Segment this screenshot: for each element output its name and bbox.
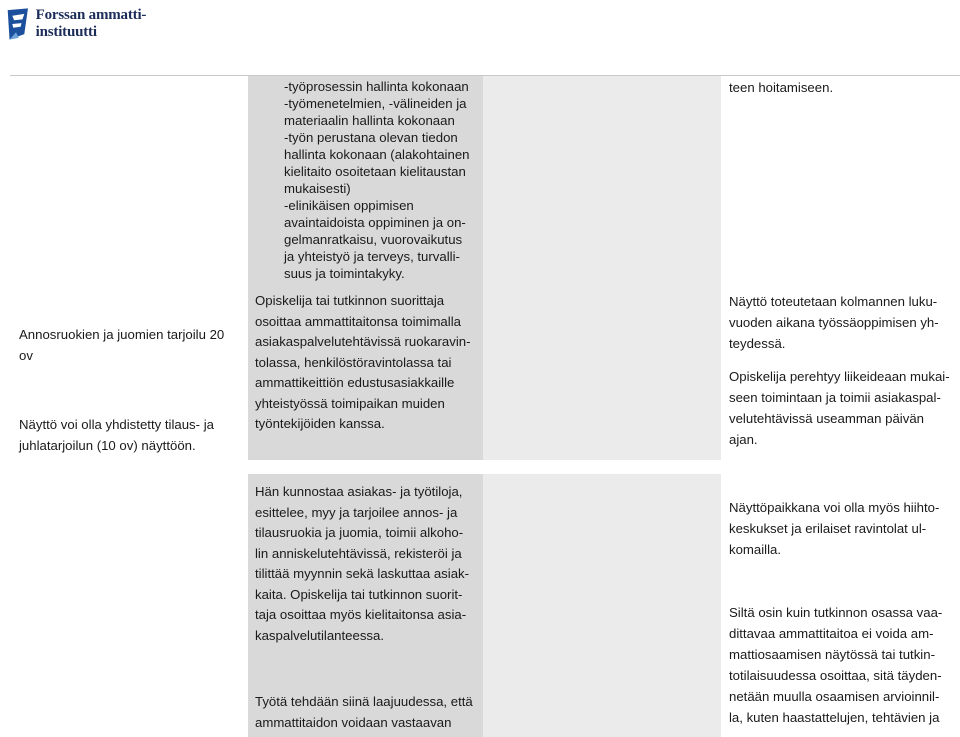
- text-line: keskukset ja erilaiset ravintolat ul-: [729, 521, 927, 536]
- text-line: taja osoittaa myös kielitaitonsa asia-: [255, 607, 467, 622]
- text-line: komailla.: [729, 542, 782, 557]
- text-line: Näyttöpaikkana voi olla myös hiihto-: [729, 500, 940, 515]
- continued-text: [729, 79, 833, 96]
- text-line: -työn perustana olevan tiedon: [284, 130, 458, 145]
- text-line: materiaalin hallinta kokonaan: [284, 113, 455, 128]
- text-line: ov: [19, 348, 33, 363]
- text-line: yhteistyössä toimipaikan muiden: [255, 395, 445, 411]
- text-line: -elinikäisen oppimisen: [284, 198, 414, 213]
- text-line: suus ja toimintakyky.: [284, 266, 405, 281]
- text-line: työntekijöiden kanssa.: [255, 416, 385, 431]
- text-line: osoittaa ammattitaitonsa toimimalla: [255, 313, 461, 329]
- demonstration-paragraph: [255, 291, 471, 435]
- text-line: Näyttö toteutetaan kolmannen luku-: [729, 294, 938, 309]
- orientation-paragraph: [729, 366, 950, 450]
- text-line: mattiosaamisen näytössä tai tutkin-: [729, 647, 935, 662]
- text-line: Näyttö voi olla yhdistetty tilaus- ja: [19, 417, 214, 432]
- text-line: lin anniskelutehtävissä, rekisteröi ja: [255, 545, 462, 561]
- text-line: ajan.: [729, 432, 758, 447]
- text-line: avaintaidoista oppiminen ja on-: [284, 215, 466, 230]
- text-line: Opiskelija perehtyy liikeideaan mukai-: [729, 369, 950, 384]
- text-line: teydessä.: [729, 336, 786, 351]
- text-line: mukaisesti): [284, 181, 351, 196]
- supplement-paragraph: [729, 602, 942, 728]
- logo-icon: [4, 5, 32, 43]
- row1-col1: [10, 76, 248, 460]
- text-line: velutehtävissä useamman päivän: [729, 411, 924, 426]
- text-line: kaita. Opiskelija tai tutkinnon suorit-: [255, 586, 463, 602]
- text-line: ammattikeittiön edustusasiakkaille: [255, 375, 455, 390]
- institute-logo: [4, 4, 194, 44]
- competence-list: [284, 78, 470, 282]
- text-line: Hän kunnostaa asiakas- ja työtiloja,: [255, 484, 463, 499]
- text-line: Työtä tehdään siinä laajuudessa, että: [255, 694, 473, 709]
- logo-text: Forssan ammatti-instituutti: [35, 7, 147, 40]
- text-line: dittavaa ammattitaitoa ei voida am-: [729, 626, 934, 641]
- text-line: -työmenetelmien, -välineiden ja: [284, 96, 467, 111]
- text-line: la, kuten haastattelujen, tehtävien ja: [729, 710, 940, 725]
- unit-note: [19, 414, 214, 456]
- text-line: Siltä osin kuin tutkinnon osassa vaa-: [729, 605, 943, 620]
- row2-col3: [483, 474, 721, 737]
- text-line: netään muulla osaamisen arvioinnil-: [729, 689, 940, 704]
- text-line: vuoden aikana työssäoppimisen yh-: [729, 315, 939, 330]
- text-line: teen hoitamiseen.: [729, 80, 834, 95]
- text-line: gelmanratkaisu, vuorovaikutus: [284, 232, 463, 247]
- tasks-paragraph: [255, 482, 469, 646]
- venue-paragraph: [729, 497, 939, 560]
- text-line: totilaisuudessa osoittaa, sitä täyden-: [729, 668, 942, 683]
- unit-title: [19, 324, 224, 366]
- text-line: seen toimintaan ja toimii asiakaspal-: [729, 390, 941, 405]
- row1-col3: [483, 76, 721, 460]
- text-line: Opiskelija tai tutkinnon suorittaja: [255, 293, 445, 308]
- text-line: Annosruokien ja juomien tarjoilu 20: [19, 327, 225, 342]
- text-line: tolassa, henkilöstöravintolassa tai: [255, 354, 452, 370]
- text-line: kaspalvelutilanteessa.: [255, 627, 385, 643]
- text-line: ja yhteistyö ja terveys, turvalli-: [284, 249, 460, 264]
- text-line: -työprosessin hallinta kokonaan: [284, 79, 469, 94]
- timing-paragraph: [729, 291, 939, 354]
- text-line: esittelee, myy ja tarjoilee annos- ja: [255, 504, 458, 520]
- scope-paragraph: [255, 692, 473, 733]
- text-line: tilausruokia ja juomia, toimii alkoho-: [255, 525, 464, 540]
- text-line: tilittää myynnin sekä laskuttaa asiak-: [255, 566, 470, 581]
- row2-col1: [10, 474, 248, 737]
- text-line: hallinta kokonaan (alakohtainen: [284, 147, 470, 162]
- text-line: ammattitaidon voidaan vastaavan: [255, 714, 452, 730]
- text-line: juhlatarjoilun (10 ov) näyttöön.: [19, 438, 196, 453]
- text-line: kielitaito osoitetaan kielitaustan: [284, 164, 466, 179]
- text-line: asiakaspalvelutehtävissä ruokaravin-: [255, 334, 471, 349]
